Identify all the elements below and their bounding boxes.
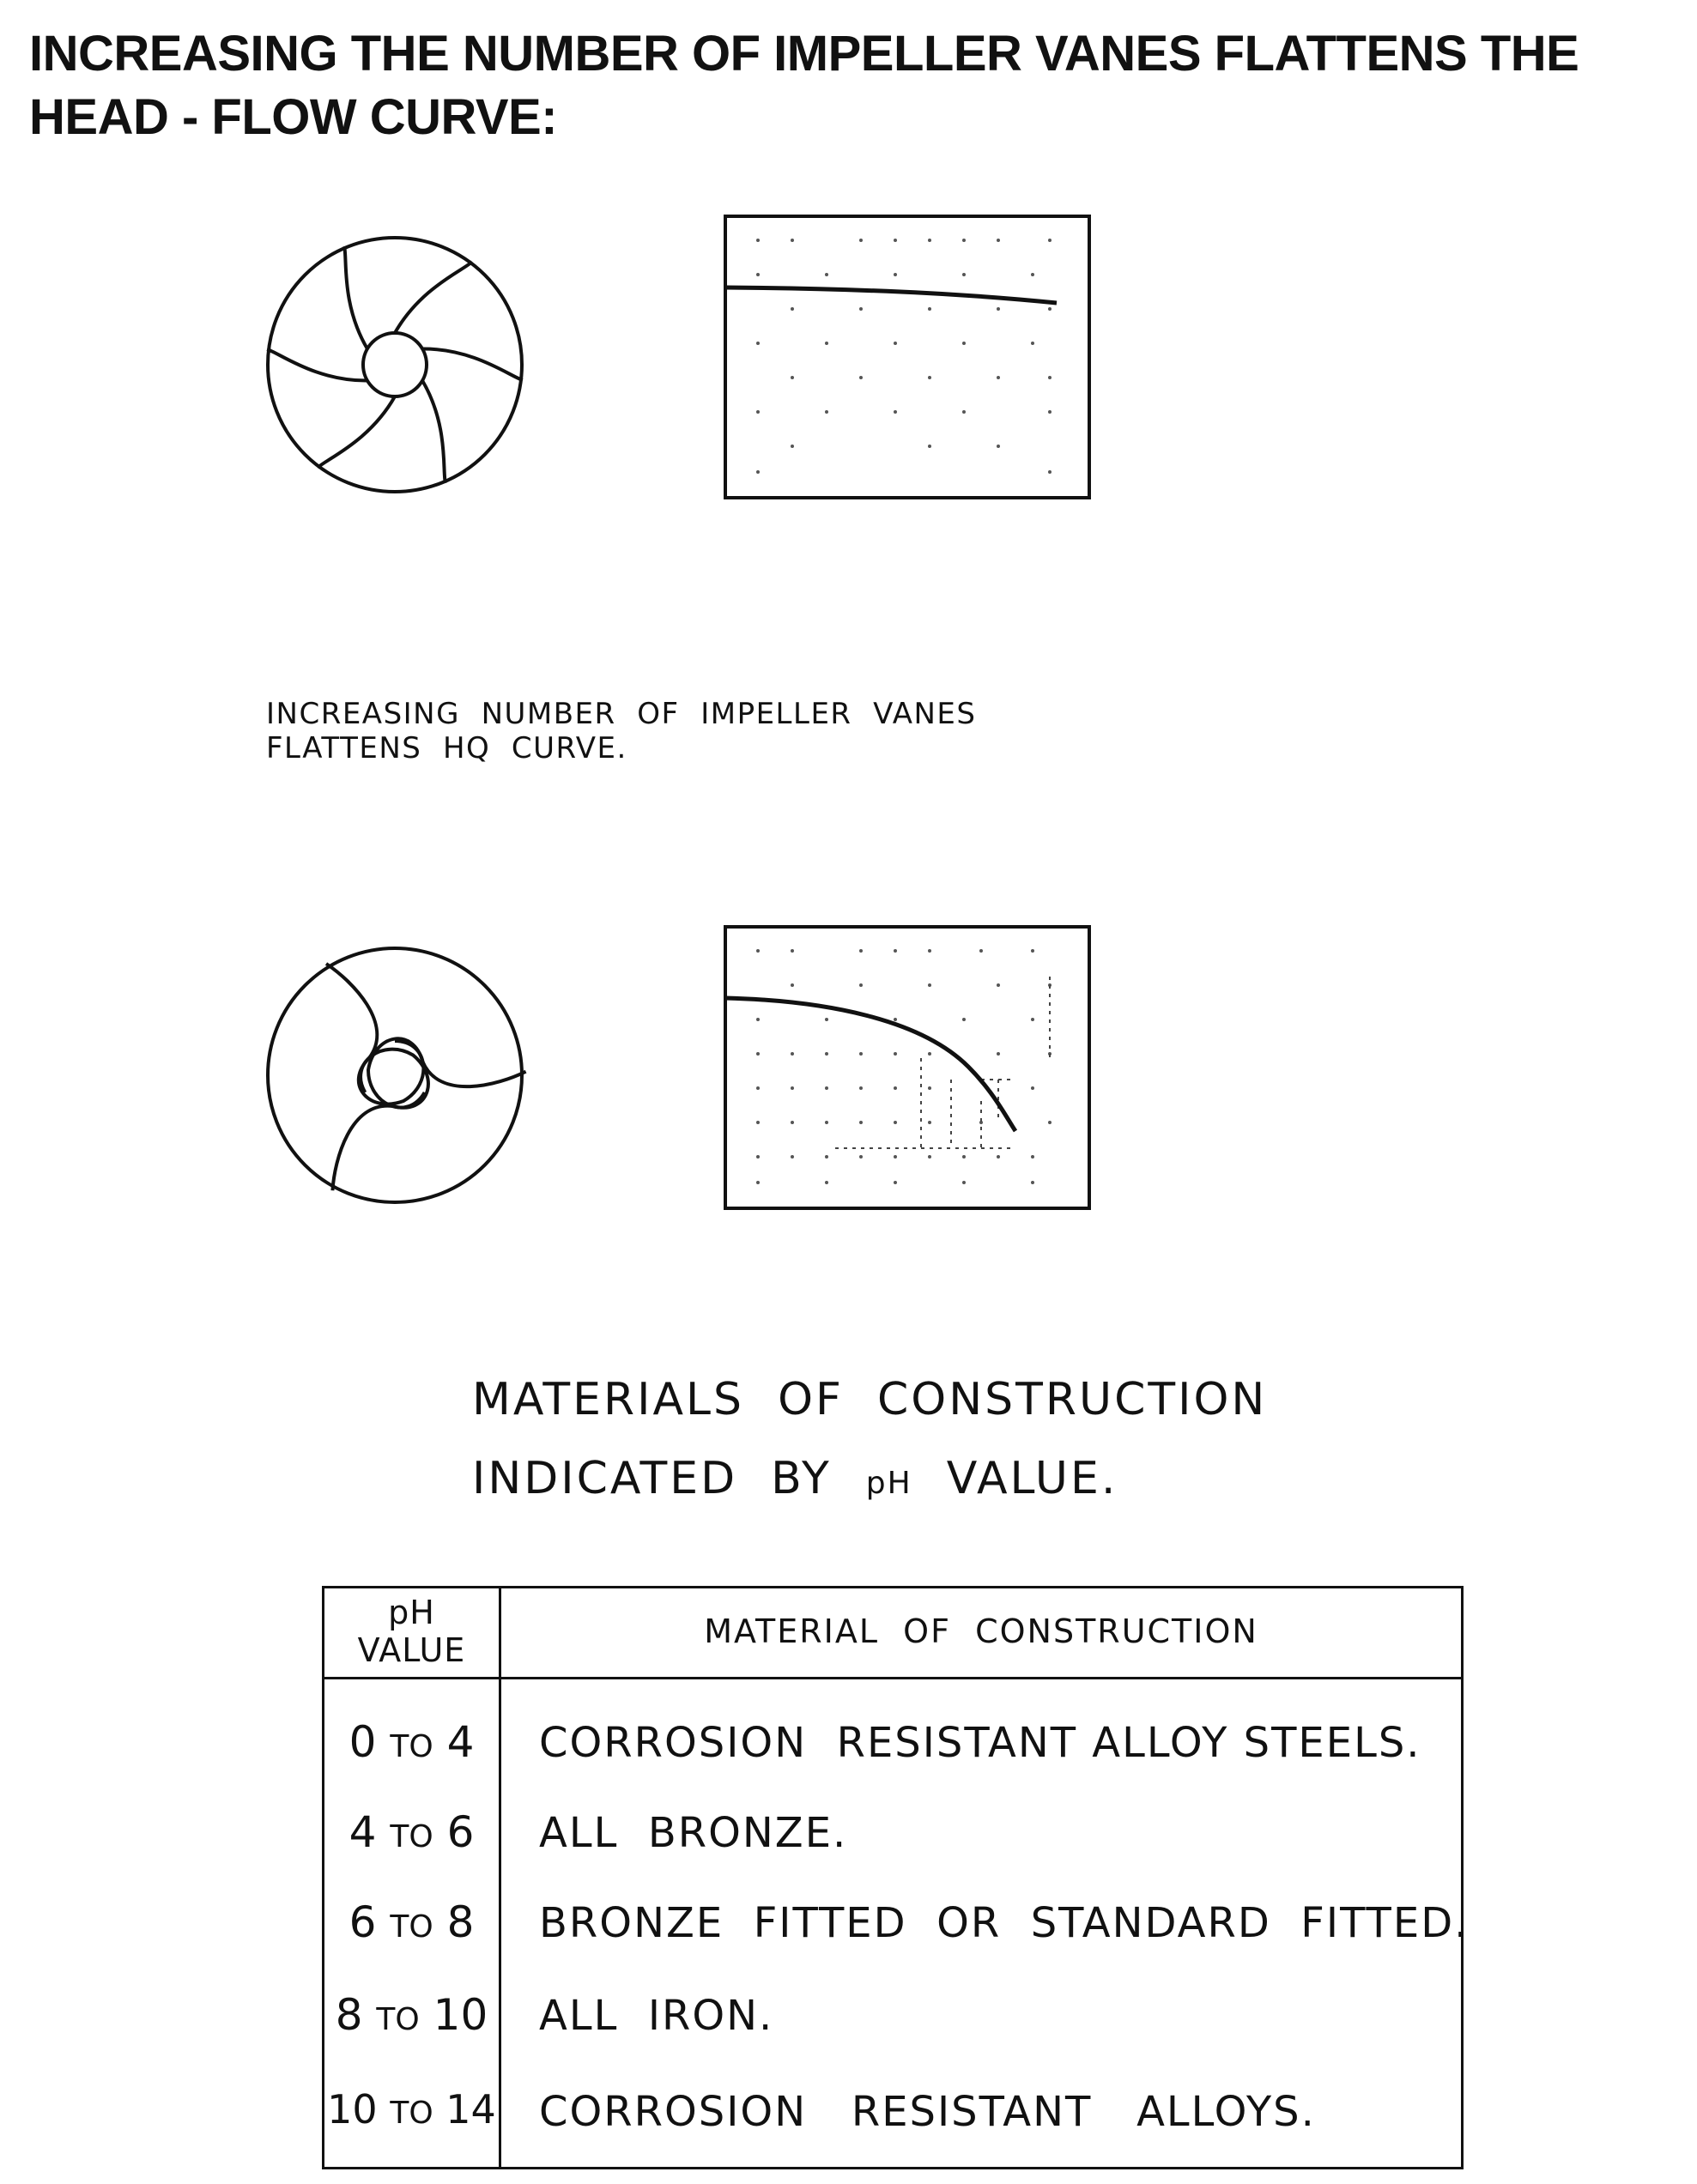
range-to-word: TO	[390, 1819, 433, 1854]
header-ph-bottom: VALUE	[357, 1631, 466, 1669]
header-ph-top: pH	[388, 1594, 435, 1631]
heading-line-2: HEAD - FLOW CURVE:	[29, 89, 558, 145]
impeller-vanes	[267, 246, 523, 483]
page-heading	[29, 22, 1686, 149]
material-cell: CORROSION RESISTANT ALLOYS.	[539, 2088, 1316, 2136]
materials-title-prefix: INDICATED BY	[472, 1453, 832, 1504]
flat-hq-curve-chart	[724, 215, 1093, 502]
table-row	[324, 2069, 1461, 2155]
chart-grid-dots	[756, 239, 1052, 474]
figure-caption	[266, 697, 977, 765]
range-to: 6	[446, 1807, 475, 1857]
materials-title-ph: pH	[865, 1466, 912, 1501]
header-ph-value	[324, 1594, 499, 1669]
impeller-three-vanes-diagram	[258, 947, 549, 1204]
table-header-divider	[324, 1677, 1461, 1679]
impeller-vanes	[284, 964, 526, 1190]
table-row	[324, 1700, 1461, 1786]
range-to-word: TO	[376, 2002, 420, 2037]
impeller-outer-rim	[268, 948, 522, 1202]
ph-range	[324, 1897, 499, 1947]
caption-line-1: INCREASING NUMBER OF IMPELLER VANES	[266, 697, 977, 731]
steep-head-flow-curve	[725, 998, 1015, 1131]
chart-frame	[725, 927, 1089, 1208]
heading-line-1: INCREASING THE NUMBER OF IMPELLER VANES FLATTENS THE	[29, 26, 1579, 82]
ph-range	[324, 1990, 499, 2040]
steep-hq-curve-chart	[724, 925, 1093, 1213]
range-from: 8	[335, 1990, 363, 2040]
range-from: 4	[348, 1807, 377, 1857]
range-to-word: TO	[390, 1729, 433, 1764]
table-row	[324, 1880, 1470, 1966]
range-to-word: TO	[390, 2096, 433, 2131]
chart-frame	[725, 216, 1089, 498]
range-from: 0	[348, 1717, 377, 1767]
table-row	[324, 1973, 1461, 2059]
range-to: 10	[433, 1990, 488, 2040]
table-row	[324, 1790, 1461, 1876]
materials-title-suffix: VALUE.	[946, 1453, 1118, 1504]
header-material: MATERIAL OF CONSTRUCTION	[704, 1612, 1258, 1650]
ph-materials-table	[322, 1586, 1470, 2169]
materials-title-line-2	[472, 1439, 1267, 1523]
impeller-hub	[363, 333, 427, 396]
range-from: 10	[327, 2086, 378, 2133]
materials-title-line-1: MATERIALS OF CONSTRUCTION	[472, 1374, 1268, 1425]
material-cell: ALL IRON.	[539, 1992, 774, 2040]
range-to: 14	[445, 2086, 496, 2133]
caption-line-2: FLATTENS HQ CURVE.	[266, 731, 627, 765]
ph-range	[324, 2086, 499, 2133]
flat-head-flow-curve	[725, 287, 1057, 303]
impeller-outer-rim	[268, 238, 522, 492]
ph-range	[324, 1807, 499, 1857]
range-to: 4	[446, 1717, 475, 1767]
materials-section-title	[472, 1360, 1267, 1523]
ph-range	[324, 1717, 499, 1767]
impeller-six-vanes-diagram	[258, 236, 549, 493]
material-cell: ALL BRONZE.	[539, 1809, 848, 1857]
range-to-word: TO	[390, 1909, 433, 1945]
material-cell: BRONZE FITTED OR STANDARD FITTED.	[539, 1899, 1470, 1947]
material-cell: CORROSION RESISTANT ALLOY STEELS.	[539, 1719, 1421, 1767]
chart-dashed-guides	[835, 977, 1050, 1148]
range-to: 8	[446, 1897, 475, 1947]
range-from: 6	[348, 1897, 377, 1947]
